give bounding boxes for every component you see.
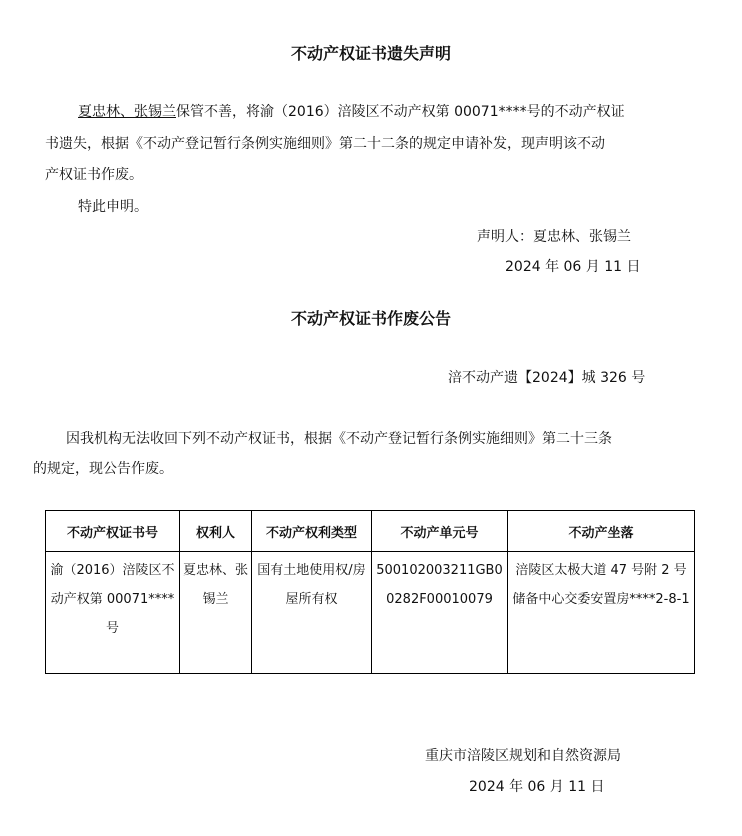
header-right-type: 不动产权利类型 [252, 511, 372, 552]
header-unit-number: 不动产单元号 [372, 511, 508, 552]
table-row [46, 552, 695, 674]
declaration-date: 2024 年 06 月 11 日 [505, 259, 641, 275]
notice-paragraph-line-3: 产权证书作废。 [45, 167, 143, 183]
announcement-line-1: 因我机构无法收回下列不动产权证书，根据《不动产登记暂行条例实施细则》第二十三条 [66, 431, 612, 447]
declarant-signature: 声明人：夏忠林、张锡兰 [477, 229, 631, 245]
header-location: 不动产坐落 [508, 511, 695, 552]
cell-location: 涪陵区太极大道 47 号附 2 号储备中心交委安置房****2-8-1 [508, 552, 695, 674]
cell-unit-number: 500102003211GB00282F00010079 [372, 552, 508, 674]
issuing-organization: 重庆市涪陵区规划和自然资源局 [425, 748, 621, 764]
notice-paragraph-line-1: 夏忠林、张锡兰保管不善，将渝（2016）涪陵区不动产权第 00071****号的不动产权证 [78, 104, 625, 120]
certificate-table [45, 510, 695, 674]
announcement-date: 2024 年 06 月 11 日 [469, 779, 605, 795]
declarant-names: 夏忠林、张锡兰 [78, 104, 176, 120]
cell-cert-number: 渝（2016）涪陵区不动产权第 00071****号 [46, 552, 180, 674]
announcement-line-2: 的规定，现公告作废。 [33, 461, 173, 477]
notice-paragraph-line-2: 书遗失，根据《不动产登记暂行条例实施细则》第二十二条的规定申请补发，现声明该不动 [45, 136, 605, 152]
header-right-holder: 权利人 [180, 511, 252, 552]
document-number: 涪不动产遗【2024】城 326 号 [448, 370, 646, 386]
cell-right-holder: 夏忠林、张锡兰 [180, 552, 252, 674]
cell-right-type: 国有土地使用权/房屋所有权 [252, 552, 372, 674]
special-statement: 特此申明。 [78, 199, 148, 215]
notice-title-void: 不动产权证书作废公告 [290, 309, 451, 328]
header-cert-number: 不动产权证书号 [46, 511, 180, 552]
table-header-row [46, 511, 695, 552]
notice-title-loss: 不动产权证书遗失声明 [290, 44, 451, 63]
